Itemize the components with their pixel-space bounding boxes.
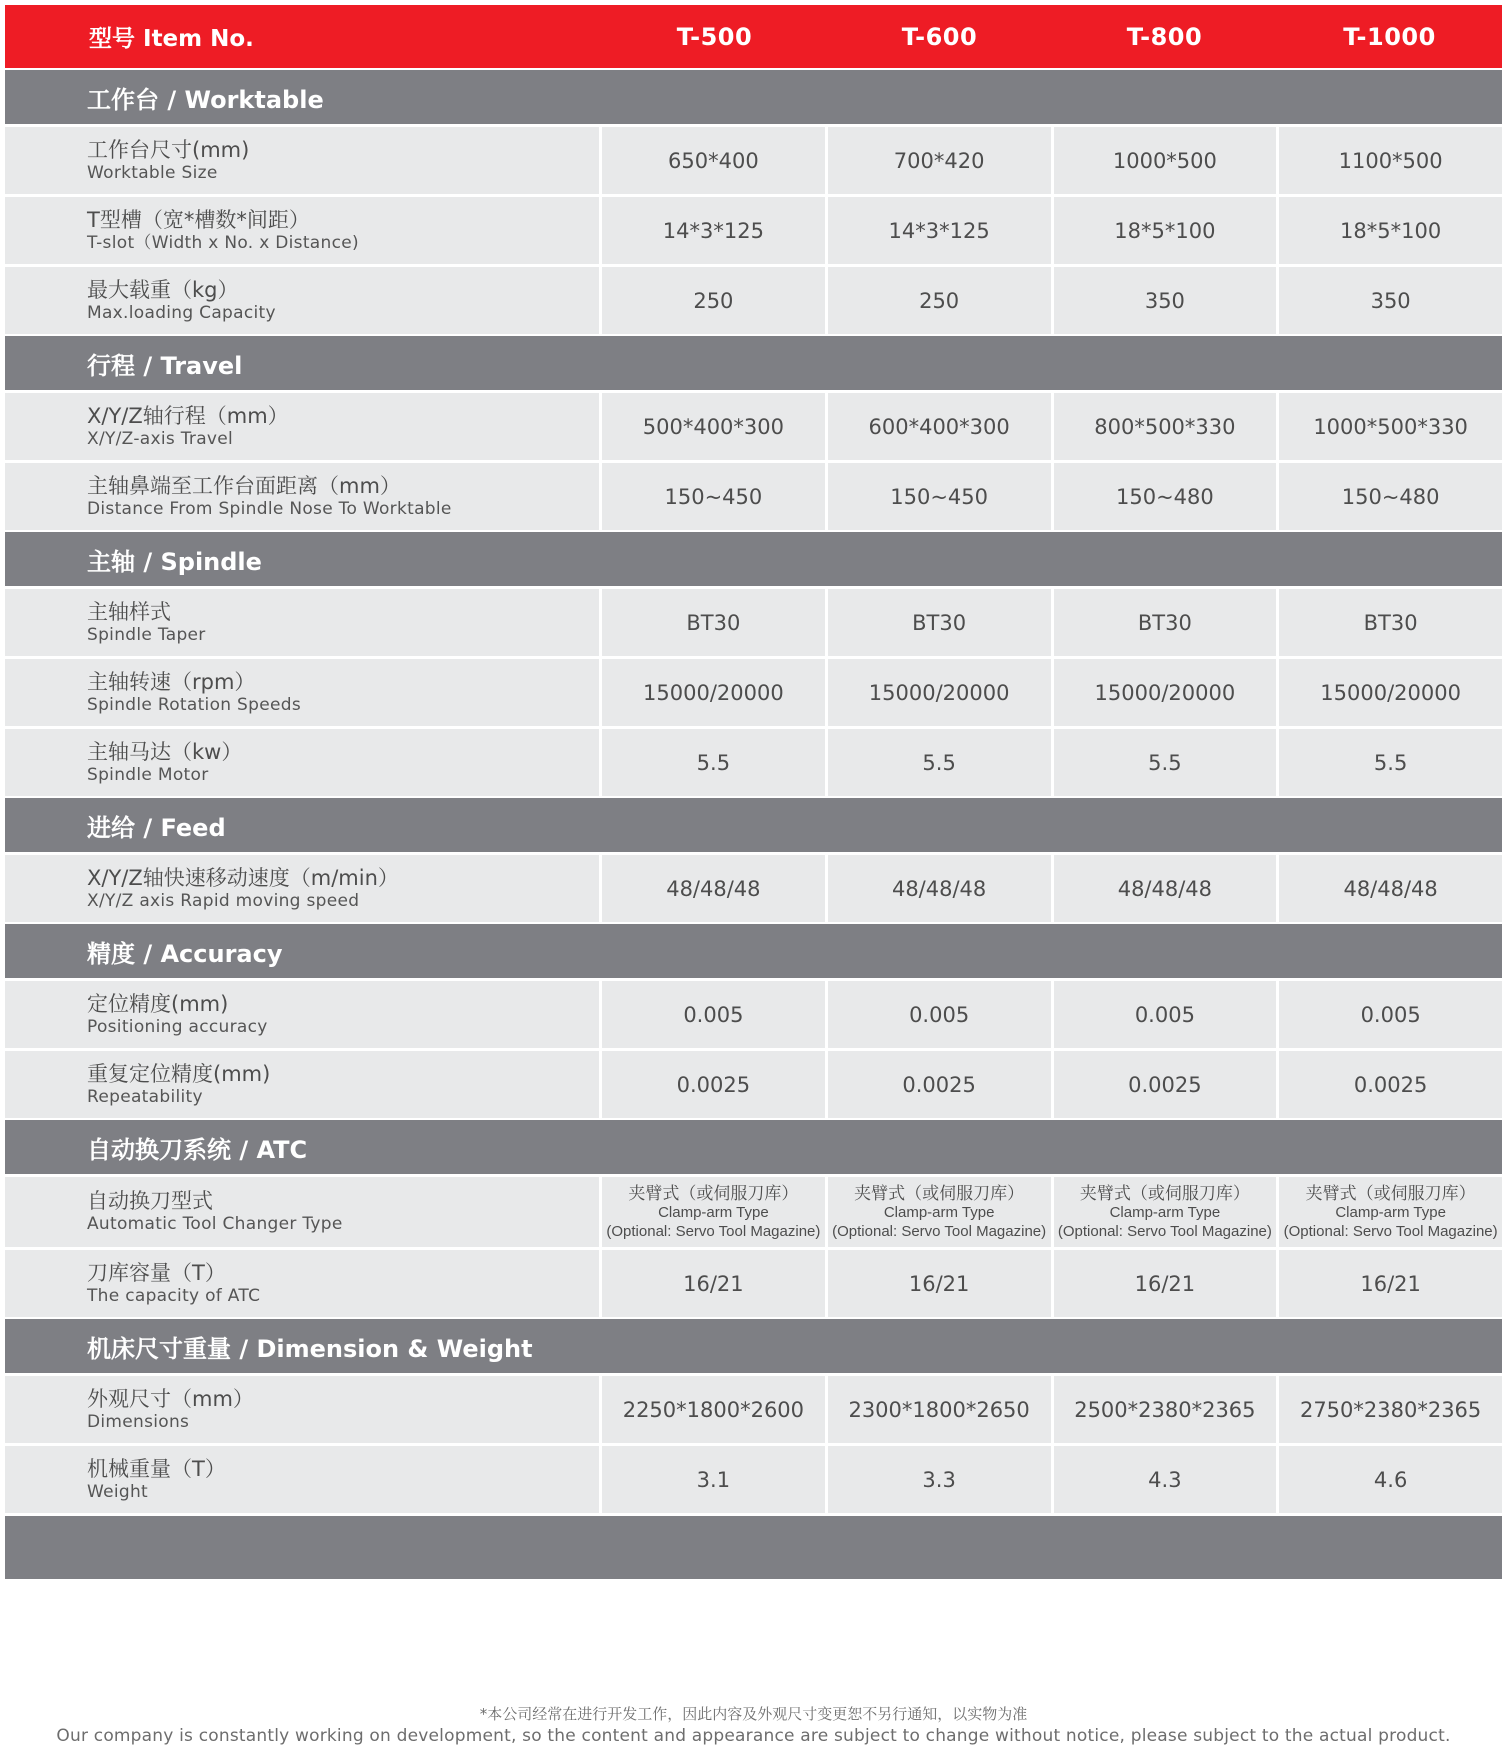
value-cell: 16/21 <box>1054 1250 1280 1317</box>
table-row <box>5 194 1502 264</box>
disclaimer-zh: *本公司经常在进行开发工作，因此内容及外观尺寸变更恕不另行通知，以实物为准 <box>479 1705 1028 1723</box>
row-label-en: Repeatability <box>87 1086 203 1107</box>
section-header <box>5 1317 1502 1373</box>
value-cell: BT30 <box>1363 610 1418 635</box>
value-cell: 350 <box>1370 288 1411 313</box>
table-row <box>5 1048 1502 1118</box>
model-t500: T-500 <box>676 22 753 51</box>
row-label-en: Spindle Taper <box>87 624 206 645</box>
footer-band <box>5 1513 1502 1579</box>
table-body <box>5 68 1502 1513</box>
value-cell: 0.005 <box>1360 1002 1421 1027</box>
row-label-zh: 主轴样式 <box>87 599 171 624</box>
row-label <box>5 197 602 264</box>
section-header <box>5 1118 1502 1174</box>
table-row <box>5 1443 1502 1513</box>
table-row <box>5 460 1502 530</box>
row-label-zh: 工作台尺寸(mm) <box>87 137 250 162</box>
row-label <box>5 729 602 796</box>
section-title: 进给 / Feed <box>87 813 226 842</box>
section-title: 精度 / Accuracy <box>87 939 283 968</box>
table-row <box>5 656 1502 726</box>
row-label <box>5 1376 602 1443</box>
row-label-zh: 自动换刀型式 <box>87 1189 213 1213</box>
value-cell: 14*3*125 <box>602 197 828 264</box>
value-cell: 150~480 <box>1341 484 1440 509</box>
row-label-zh: 主轴鼻端至工作台面距离（mm） <box>87 473 401 498</box>
model-t600: T-600 <box>901 22 978 51</box>
value-cell: 16/21 <box>602 1250 828 1317</box>
section-header <box>5 68 1502 124</box>
row-label-zh: 最大载重（kg） <box>87 277 239 302</box>
atc-line: Clamp-arm Type <box>658 1203 769 1221</box>
section-title: 自动换刀系统 / ATC <box>87 1135 308 1164</box>
value-cell: BT30 <box>602 589 828 656</box>
row-label-zh: X/Y/Z轴行程（mm） <box>87 403 289 428</box>
row-label <box>5 589 602 656</box>
value-cell: 2500*2380*2365 <box>1054 1376 1280 1443</box>
value-cell: 500*400*300 <box>602 393 828 460</box>
value-cell: 16/21 <box>1360 1271 1421 1296</box>
table-row <box>5 1247 1502 1317</box>
value-cell: 150~450 <box>828 463 1054 530</box>
row-label <box>5 1177 602 1247</box>
section-header <box>5 922 1502 978</box>
value-cell: 800*500*330 <box>1054 393 1280 460</box>
row-label-en: Dimensions <box>87 1411 190 1432</box>
atc-line: (Optional: Servo Tool Magazine) <box>606 1222 821 1240</box>
value-cell: 14*3*125 <box>828 197 1054 264</box>
row-label <box>5 1446 602 1513</box>
header-row <box>5 5 1502 68</box>
value-cell: 18*5*100 <box>1340 218 1442 243</box>
value-cell: 48/48/48 <box>602 855 828 922</box>
table-row <box>5 1174 1502 1247</box>
value-cell: 150~450 <box>602 463 828 530</box>
row-label-zh: 外观尺寸（mm） <box>87 1386 254 1411</box>
value-cell: 16/21 <box>828 1250 1054 1317</box>
table-row <box>5 978 1502 1048</box>
atc-line: (Optional: Servo Tool Magazine) <box>1283 1222 1498 1240</box>
value-cell: 48/48/48 <box>828 855 1054 922</box>
value-cell: 5.5 <box>1054 729 1280 796</box>
table-row <box>5 390 1502 460</box>
value-cell: 600*400*300 <box>828 393 1054 460</box>
disclaimer <box>0 1703 1507 1747</box>
value-cell: 4.3 <box>1054 1446 1280 1513</box>
value-cell: 5.5 <box>602 729 828 796</box>
atc-line: Clamp-arm Type <box>1335 1203 1446 1221</box>
value-cell: 3.1 <box>602 1446 828 1513</box>
value-cell: 0.0025 <box>602 1051 828 1118</box>
model-t1000: T-1000 <box>1343 22 1436 51</box>
row-label <box>5 1250 602 1317</box>
value-cell: 15000/20000 <box>828 659 1054 726</box>
row-label-zh: 主轴马达（kw） <box>87 739 243 764</box>
row-label-zh: 刀库容量（T） <box>87 1260 226 1285</box>
row-label <box>5 1051 602 1118</box>
value-cell: 350 <box>1054 267 1280 334</box>
section-header <box>5 796 1502 852</box>
value-cell: 48/48/48 <box>1343 876 1438 901</box>
value-cell: 4.6 <box>1373 1467 1408 1492</box>
value-cell: 1000*500 <box>1054 127 1280 194</box>
row-label-zh: 定位精度(mm) <box>87 991 229 1016</box>
row-label-en: Spindle Rotation Speeds <box>87 694 302 715</box>
value-cell: 150~480 <box>1054 463 1280 530</box>
section-title: 工作台 / Worktable <box>87 85 324 114</box>
value-cell: 3.3 <box>828 1446 1054 1513</box>
row-label <box>5 981 602 1048</box>
value-cell: 5.5 <box>1373 750 1408 775</box>
row-label-zh: X/Y/Z轴快速移动速度（m/min） <box>87 865 399 890</box>
row-label <box>5 659 602 726</box>
value-cell: 5.5 <box>828 729 1054 796</box>
disclaimer-en: Our company is constantly working on development, so the content and appearance are subject to change without notice, please subject to the actual product. <box>56 1726 1451 1746</box>
row-label-en: Max.loading Capacity <box>87 302 276 323</box>
row-label-en: X/Y/Z axis Rapid moving speed <box>87 890 360 911</box>
value-cell: 250 <box>828 267 1054 334</box>
row-label-en: The capacity of ATC <box>87 1285 261 1306</box>
atc-line: 夹臂式（或伺服刀库） <box>854 1183 1025 1203</box>
value-cell: 1000*500*330 <box>1313 414 1468 439</box>
atc-line: (Optional: Servo Tool Magazine) <box>1057 1222 1272 1240</box>
value-cell: 0.0025 <box>1353 1072 1428 1097</box>
row-label-en: X/Y/Z-axis Travel <box>87 428 234 449</box>
value-cell: 250 <box>602 267 828 334</box>
section-header <box>5 530 1502 586</box>
row-label <box>5 855 602 922</box>
value-cell: BT30 <box>828 589 1054 656</box>
row-label-en: Automatic Tool Changer Type <box>87 1214 343 1234</box>
row-label <box>5 393 602 460</box>
atc-line: Clamp-arm Type <box>883 1203 995 1221</box>
row-label-en: Worktable Size <box>87 162 218 183</box>
value-cell: 15000/20000 <box>602 659 828 726</box>
section-title: 主轴 / Spindle <box>87 547 262 576</box>
atc-line: 夹臂式（或伺服刀库） <box>1305 1183 1476 1203</box>
table-row <box>5 264 1502 334</box>
spec-table <box>5 5 1502 1579</box>
row-label-en: T-slot（Width x No. x Distance) <box>87 232 359 253</box>
table-row <box>5 1373 1502 1443</box>
value-cell <box>1279 1177 1502 1247</box>
row-label <box>5 127 602 194</box>
value-cell: 0.005 <box>1054 981 1280 1048</box>
value-cell: 700*420 <box>828 127 1054 194</box>
value-cell: 1100*500 <box>1338 148 1443 173</box>
value-cell: 15000/20000 <box>1320 680 1461 705</box>
value-cell: 0.0025 <box>828 1051 1054 1118</box>
row-label-zh: 机械重量（T） <box>87 1456 226 1481</box>
row-label-en: Distance From Spindle Nose To Worktable <box>87 498 452 519</box>
value-cell: 0.0025 <box>1054 1051 1280 1118</box>
section-title: 行程 / Travel <box>87 351 243 380</box>
value-cell: 0.005 <box>828 981 1054 1048</box>
row-label-zh: 主轴转速（rpm） <box>87 669 256 694</box>
atc-line: 夹臂式（或伺服刀库） <box>1079 1183 1250 1203</box>
value-cell: 15000/20000 <box>1054 659 1280 726</box>
row-label-en: Positioning accuracy <box>87 1016 268 1037</box>
value-cell <box>1054 1177 1280 1247</box>
section-title: 机床尺寸重量 / Dimension & Weight <box>87 1334 533 1363</box>
value-cell: 2250*1800*2600 <box>602 1376 828 1443</box>
atc-line: (Optional: Servo Tool Magazine) <box>832 1222 1047 1240</box>
table-row <box>5 586 1502 656</box>
value-cell: 2300*1800*2650 <box>828 1376 1054 1443</box>
value-cell: BT30 <box>1054 589 1280 656</box>
row-label-en: Spindle Motor <box>87 764 209 785</box>
atc-line: 夹臂式（或伺服刀库） <box>628 1183 799 1203</box>
table-row <box>5 726 1502 796</box>
value-cell: 650*400 <box>602 127 828 194</box>
value-cell: 0.005 <box>602 981 828 1048</box>
table-row <box>5 124 1502 194</box>
row-label-zh: T型槽（宽*槽数*间距） <box>87 207 310 232</box>
value-cell <box>828 1177 1054 1247</box>
value-cell <box>602 1177 828 1247</box>
row-label <box>5 267 602 334</box>
row-label-zh: 重复定位精度(mm) <box>87 1061 271 1086</box>
atc-line: Clamp-arm Type <box>1109 1203 1221 1221</box>
model-t800: T-800 <box>1126 22 1203 51</box>
row-label-en: Weight <box>87 1481 149 1502</box>
section-header <box>5 334 1502 390</box>
table-row <box>5 852 1502 922</box>
value-cell: 18*5*100 <box>1054 197 1280 264</box>
value-cell: 2750*2380*2365 <box>1299 1397 1482 1422</box>
row-label <box>5 463 602 530</box>
value-cell: 48/48/48 <box>1054 855 1280 922</box>
item-no-label: 型号 Item No. <box>89 26 254 52</box>
